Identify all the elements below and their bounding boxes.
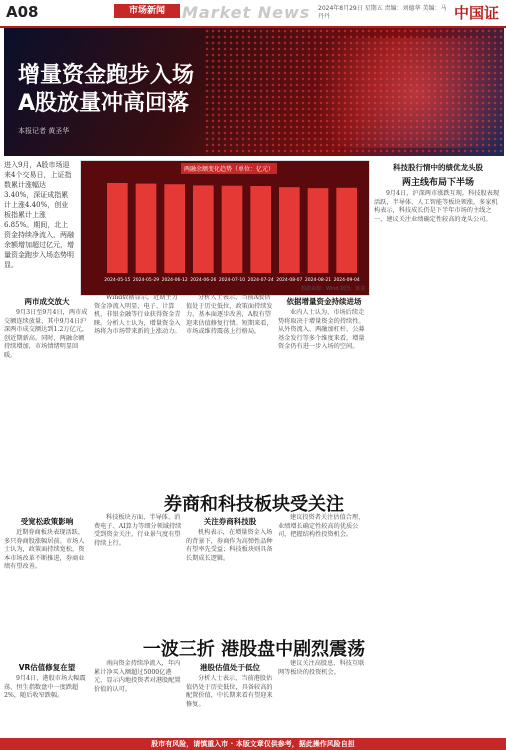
mid-b-text: 科技板块方面，半导体、消费电子、AI算力等细分领域持续受到资金关注，行业景气度有望持续上行。: [94, 514, 182, 547]
chart-svg: [81, 161, 369, 295]
intro-text: 进入9月，A股市场迎来4个交易日，上证指数累计涨幅达3.40%，深证成指累计上涨4.40%，创业板指累计上涨6.85%。期间，北上资金持续净流入，两融余额增加超过亿元，增量资金跑步入场态势明显。: [4, 161, 74, 269]
chart-x-tick: 2024-05-29: [132, 278, 160, 283]
low-col-2: [94, 660, 182, 696]
hero-headline: [18, 62, 194, 118]
chart-bar: [336, 188, 357, 273]
chart-x-tick: 2024-07-10: [218, 278, 246, 283]
margin-chart: [80, 160, 370, 296]
hero-banner: [4, 28, 504, 156]
col3-text: 分析人士表示，当前A股估值处于历史低位，政策面持续发力，基本面逐步改善，A股有望迎来估值修复行情。短期来看，市场或维持震荡上行格局。: [186, 294, 273, 336]
mid-c-text: 机构表示，在增量资金入场的背景下，券商作为高弹性品种有望率先受益；科技板块则具备长期成长逻辑。: [186, 529, 273, 562]
headline-line2: A股放量冲高回落: [18, 91, 190, 116]
chart-bar: [136, 184, 157, 273]
mid-d-text: 建议投资者关注估值合理、业绩增长确定性较高的优质公司，把握结构性投资机会。: [278, 514, 365, 539]
col1-text: 9月3日至9月4日，两市成交额连续放量，其中9月4日沪深两市成交额达到1.2万亿元，创近期新高。同时，两融余额持续增加，市场情绪明显回暖。: [4, 309, 89, 359]
article-col-2: [94, 294, 182, 339]
chart-x-tick: 2024-06-26: [190, 278, 217, 283]
mid-a-text: 近期券商板块表现活跃，多只券商股涨幅居前。市场人士认为，政策面持续宽松，资本市场改革不断推进，券商业绩有望改善。: [4, 529, 85, 571]
intro-box: [4, 160, 74, 270]
header-info: 2024年8月29日 星期五 责编：刘德华 美编：马丹丹: [318, 5, 447, 20]
section-label: 市场新闻: [114, 4, 180, 18]
low-b-text: 南向资金持续净流入，年内累计净买入额超过5000亿港元，显示内地投资者对港股配置价值的认可。: [94, 660, 181, 693]
low-col-3: [186, 660, 274, 711]
hero-glow: [284, 38, 504, 148]
page-header: [0, 0, 506, 28]
chart-bar: [107, 183, 128, 273]
chart-bar: [250, 186, 271, 273]
mid-a-title: 受宽松政策影响: [20, 517, 74, 526]
right-text: 9月4日，沪深两市涨跌互现。科技股表现活跃，半导体、人工智能等板块领涨。多家机构表示，科技成长仍是下半年市场的主线之一，建议关注业绩确定性较高的龙头公司。: [374, 190, 500, 223]
col1-title: 两市成交放大: [24, 297, 70, 306]
right-subtitle: 两主线布局下半场: [401, 178, 474, 188]
low-col-4: [278, 660, 370, 679]
col2-text: Wind数据显示，近期主力资金净流入明显，电子、计算机、非银金融等行业获得资金青睐。分析人士认为，增量资金入场将为市场带来新的上涨动力。: [94, 294, 181, 336]
col4-text: 业内人士认为，市场后续走势将取决于增量资金的持续性。从外资流入、两融加杠杆、公募基金发行等多个维度来看，增量资金仍有进一步入场的空间。: [278, 309, 365, 351]
chart-x-tick: 2024-07-24: [247, 278, 274, 283]
chart-x-tick: 2024-06-12: [161, 278, 188, 283]
mid-col-4: [278, 514, 370, 542]
article-col-4: [278, 294, 370, 354]
low-col-1: [4, 660, 90, 703]
chart-x-tick: 2024-08-07: [276, 278, 303, 283]
mid-col-3: [186, 514, 274, 565]
article-col-1: [4, 294, 90, 363]
chart-bar: [193, 185, 214, 273]
mid-col-1: [4, 514, 90, 574]
section-label-en: Market News: [182, 3, 311, 22]
chart-bar: [164, 184, 185, 273]
chart-bar: [308, 188, 329, 273]
low-c-text: 分析人士表示，当前港股估值仍处于历史低位，具备较高的配置价值，中长期来看有望迎来修复。: [186, 675, 273, 708]
chart-source: 数据来源：Wind 制图：梁倩: [301, 286, 366, 292]
masthead-logo: 中国证: [454, 4, 500, 22]
chart-bar: [222, 186, 243, 273]
article-col-3: [186, 294, 274, 339]
low-c-title: 港股估值处于低位: [200, 663, 260, 672]
col4-title: 依据增量资金持续进场: [286, 297, 362, 306]
page-number: A08: [6, 3, 39, 21]
chart-x-tick: 2024-05-15: [104, 278, 131, 283]
chart-x-tick: 2024-08-21: [304, 278, 332, 283]
mid-c-title: 关注券商科技股: [203, 517, 257, 526]
chart-x-tick: 2024-09-04: [333, 278, 360, 283]
headline-3: 一波三折 港股盘中剧烈震荡: [142, 639, 366, 660]
headline-line1: 增量资金跑步入场: [18, 63, 195, 88]
low-d-text: 建议关注高股息、科技互联网等板块的投资机会。: [278, 660, 365, 676]
right-title: 科技股行情中的绩优龙头股: [393, 163, 483, 172]
mid-col-2: [94, 514, 182, 550]
right-column-top: [374, 160, 502, 226]
page-footer: 股市有风险，请慎重入市 · 本版文章仅供参考，据此操作风险自担: [0, 738, 506, 750]
chart-bar: [279, 187, 300, 273]
hero-byline: 本报记者 黄圣华: [18, 127, 70, 135]
low-a-text: 9月4日，港股市场大幅震荡，恒生指数盘中一度跌超2%，随后收窄跌幅。: [4, 675, 86, 700]
low-a-title: VR估值修复在望: [18, 663, 76, 672]
headline-2: 券商和科技板块受关注: [164, 494, 344, 515]
chart-title: 两融余额变化趋势（单位：亿元）: [181, 163, 277, 174]
